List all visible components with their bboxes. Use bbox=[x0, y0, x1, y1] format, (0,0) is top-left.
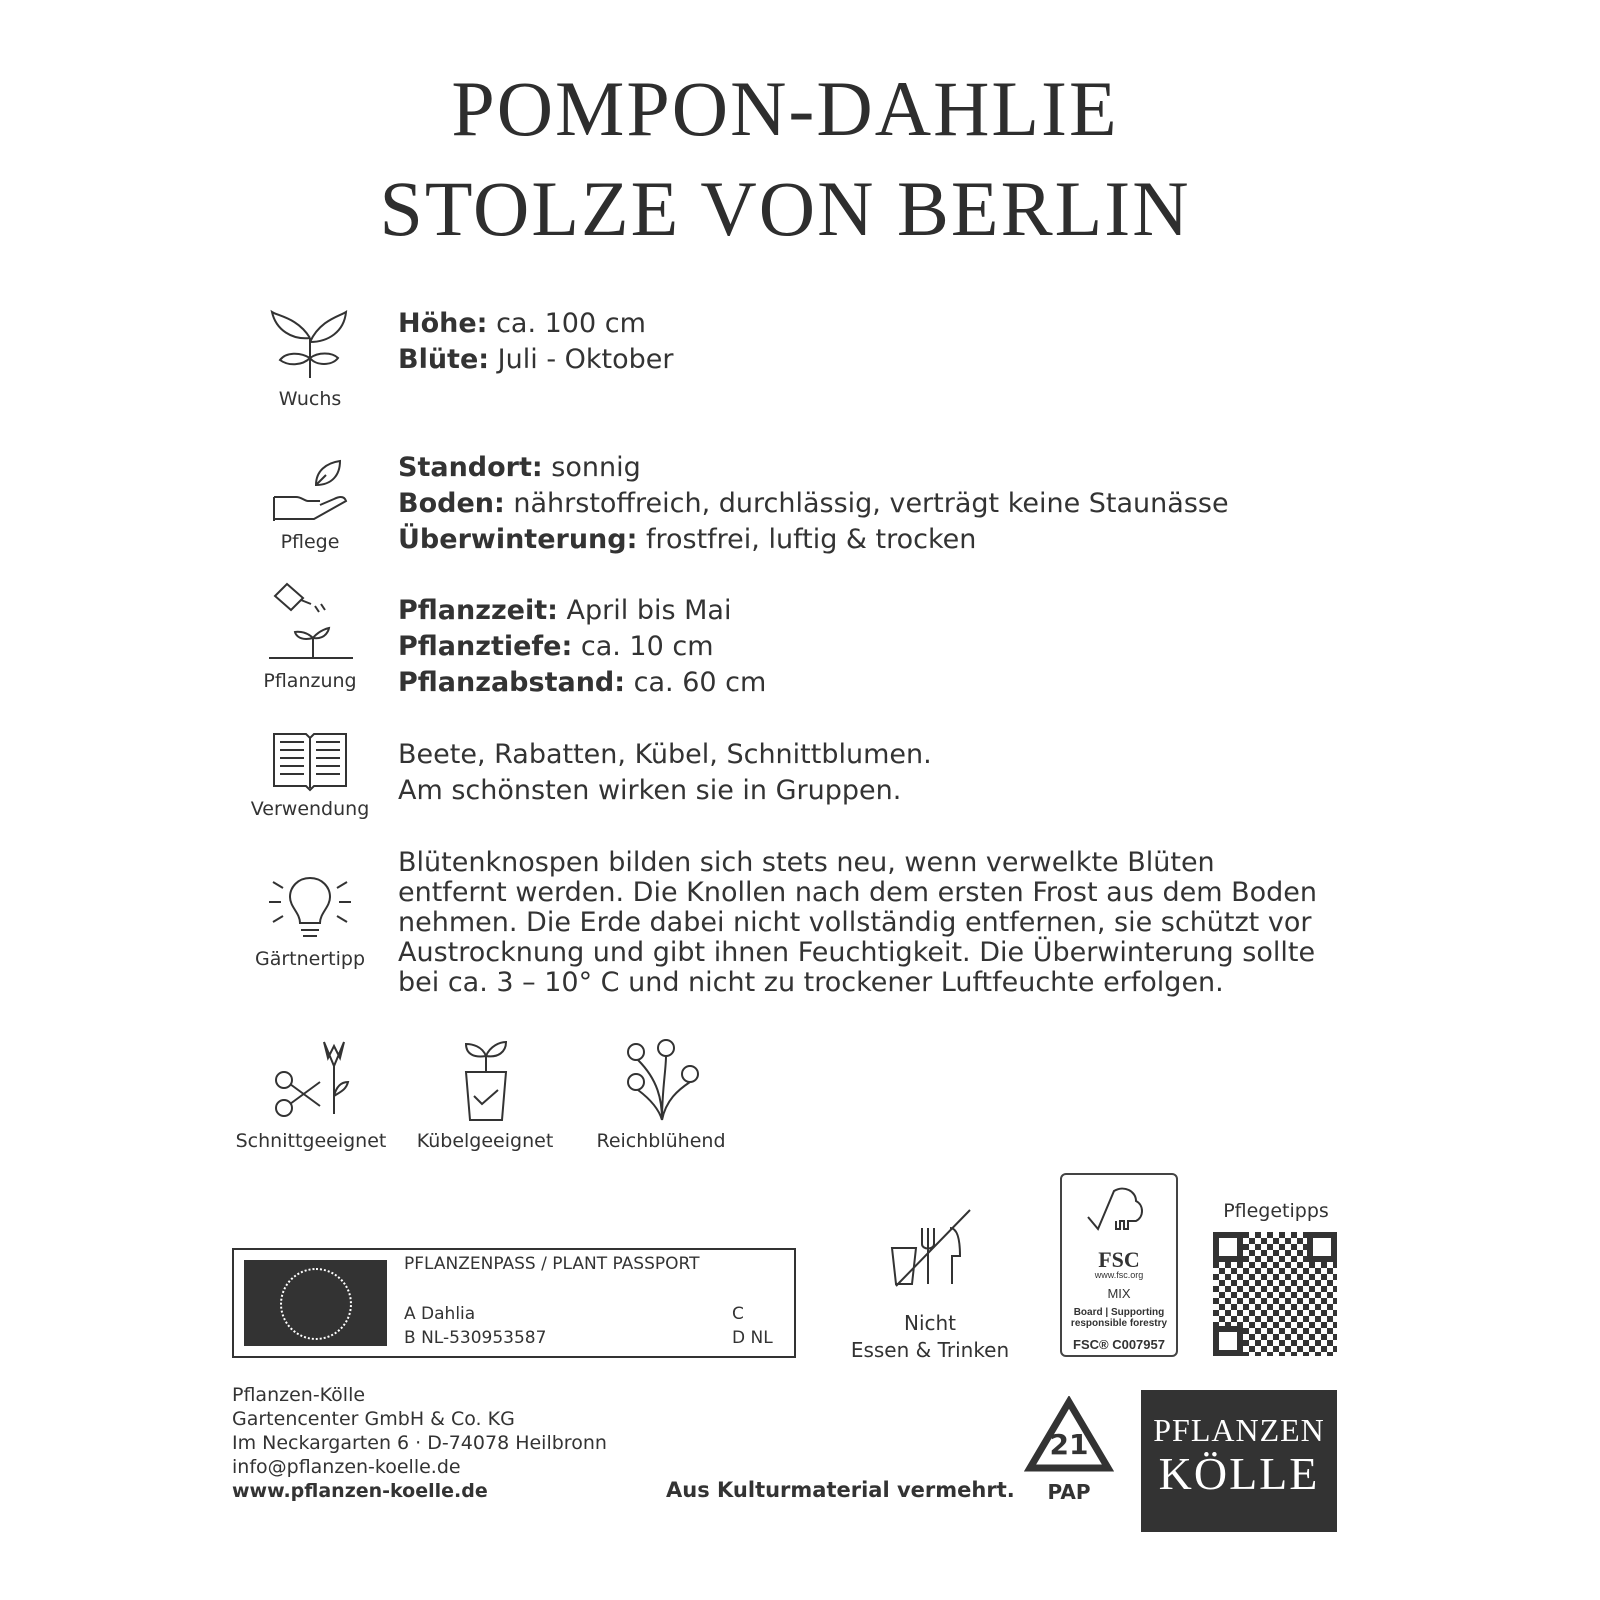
passport-c: C bbox=[732, 1304, 744, 1324]
address-line: Im Neckargarten 6 · D-74078 Heilbronn bbox=[232, 1432, 607, 1454]
title-line-2: STOLZE VON BERLIN bbox=[379, 165, 1191, 252]
section-tipp-icon-block bbox=[230, 872, 390, 970]
logo-line: PFLANZEN bbox=[1153, 1412, 1325, 1448]
feature-label: Kübelgeeignet bbox=[416, 1130, 554, 1152]
key: Pflanztiefe: bbox=[398, 631, 573, 662]
value: ca. 100 cm bbox=[487, 308, 646, 339]
key: Pflanzabstand: bbox=[398, 667, 626, 698]
value: ca. 10 cm bbox=[572, 631, 714, 662]
passport-a: A Dahlia bbox=[404, 1304, 476, 1324]
passport-d: D NL bbox=[732, 1328, 773, 1348]
lightbulb-icon bbox=[267, 872, 353, 942]
fsc-brand: FSC bbox=[1098, 1247, 1140, 1272]
section-tipp-text bbox=[398, 848, 1358, 998]
feature-label: Reichblühend bbox=[596, 1130, 726, 1152]
address-block bbox=[232, 1383, 607, 1503]
text-line: Am schönsten wirken sie in Gruppen. bbox=[398, 775, 902, 806]
feature-kuebelgeeignet bbox=[400, 1036, 570, 1152]
section-label: Verwendung bbox=[250, 798, 370, 820]
address-line: Gartencenter GmbH & Co. KG bbox=[232, 1408, 515, 1430]
section-wuchs-text bbox=[398, 306, 674, 378]
fsc-mix: MIX bbox=[1107, 1286, 1131, 1301]
watering-can-icon bbox=[265, 582, 355, 664]
plant-passport bbox=[232, 1248, 796, 1358]
text-line: bei ca. 3 – 10° C und nicht zu trockener Luftfeuchte erfolgen. bbox=[398, 967, 1224, 998]
section-pflege-icon-block bbox=[230, 455, 390, 553]
fsc-url: www.fsc.org bbox=[1094, 1270, 1144, 1280]
key: Pflanzzeit: bbox=[398, 595, 558, 626]
recycle-code: PAP bbox=[1047, 1480, 1091, 1504]
text-line: Beete, Rabatten, Kübel, Schnittblumen. bbox=[398, 739, 932, 770]
fsc-code: FSC® C007957 bbox=[1073, 1337, 1165, 1352]
fsc-badge bbox=[1060, 1173, 1178, 1357]
title-line-1: POMPON-DAHLIE bbox=[451, 65, 1119, 152]
feature-schnittgeeignet bbox=[226, 1036, 396, 1152]
value: April bis Mai bbox=[557, 595, 732, 626]
value: sonnig bbox=[542, 452, 641, 483]
text-line: Austrocknung und gibt ihnen Feuchtigkeit. Die Überwinterung sollte bbox=[398, 937, 1316, 968]
section-label: Pflege bbox=[280, 531, 340, 553]
scissors-tulip-icon bbox=[268, 1036, 354, 1122]
email-link[interactable]: info@pflanzen-koelle.de bbox=[232, 1456, 461, 1478]
fsc-desc: responsible forestry bbox=[1070, 1318, 1168, 1329]
section-verwendung-icon-block bbox=[230, 728, 390, 820]
passport-header: PFLANZENPASS / PLANT PASSPORT bbox=[404, 1254, 700, 1274]
eu-flag-icon bbox=[244, 1260, 387, 1346]
value: frostfrei, luftig & trocken bbox=[637, 524, 977, 555]
qr-code[interactable] bbox=[1213, 1232, 1337, 1356]
no-eat-drink-label bbox=[850, 1310, 1010, 1364]
feature-label: Schnittgeeignet bbox=[235, 1130, 387, 1152]
logo-line: KÖLLE bbox=[1158, 1448, 1320, 1499]
address-line: Pflanzen-Kölle bbox=[232, 1384, 366, 1406]
no-eat-line: Nicht bbox=[903, 1311, 957, 1335]
section-pflanzung-text bbox=[398, 593, 766, 701]
key: Überwinterung: bbox=[398, 524, 638, 555]
section-label: Gärtnertipp bbox=[254, 948, 366, 970]
section-verwendung-text bbox=[398, 737, 932, 809]
section-label: Wuchs bbox=[278, 388, 342, 410]
key: Boden: bbox=[398, 488, 505, 519]
fsc-tree-icon bbox=[1084, 1183, 1154, 1245]
pflanzen-koelle-logo bbox=[1141, 1390, 1337, 1532]
website-link[interactable]: www.pflanzen-koelle.de bbox=[232, 1480, 488, 1502]
section-pflanzung-icon-block bbox=[230, 582, 390, 692]
text-line: Blütenknospen bilden sich stets neu, wenn verwelkte Blüten bbox=[398, 847, 1215, 878]
section-label: Pflanzung bbox=[263, 670, 357, 692]
qr-label: Pflegetipps bbox=[1223, 1200, 1329, 1222]
section-wuchs-icon-block bbox=[230, 298, 390, 410]
key: Höhe: bbox=[398, 308, 488, 339]
value: ca. 60 cm bbox=[625, 667, 767, 698]
value: Juli - Oktober bbox=[489, 344, 674, 375]
recycle-number: 21 bbox=[1049, 1428, 1089, 1461]
text-line: nehmen. Die Erde dabei nicht vollständig entfernen, sie schützt vor bbox=[398, 907, 1312, 938]
passport-b: B NL-530953587 bbox=[404, 1328, 547, 1348]
plant-leaves-icon bbox=[268, 298, 352, 382]
feature-reichbluehend bbox=[576, 1036, 746, 1152]
no-eat-drink-icon bbox=[888, 1208, 974, 1292]
hand-leaf-icon bbox=[268, 455, 352, 525]
book-icon bbox=[270, 728, 350, 792]
key: Blüte: bbox=[398, 344, 490, 375]
value: nährstoffreich, durchlässig, verträgt keine Staunässe bbox=[504, 488, 1229, 519]
pot-check-icon bbox=[442, 1036, 528, 1122]
recycle-icon bbox=[1024, 1396, 1114, 1504]
text-line: entfernt werden. Die Knollen nach dem ersten Frost aus dem Boden bbox=[398, 877, 1317, 908]
fsc-desc: Board | Supporting bbox=[1073, 1307, 1165, 1318]
no-eat-line: Essen & Trinken bbox=[850, 1338, 1010, 1362]
culture-note: Aus Kulturmaterial vermehrt. bbox=[666, 1478, 1015, 1502]
section-pflege-text bbox=[398, 450, 1229, 558]
flowers-icon bbox=[616, 1036, 706, 1122]
key: Standort: bbox=[398, 452, 543, 483]
